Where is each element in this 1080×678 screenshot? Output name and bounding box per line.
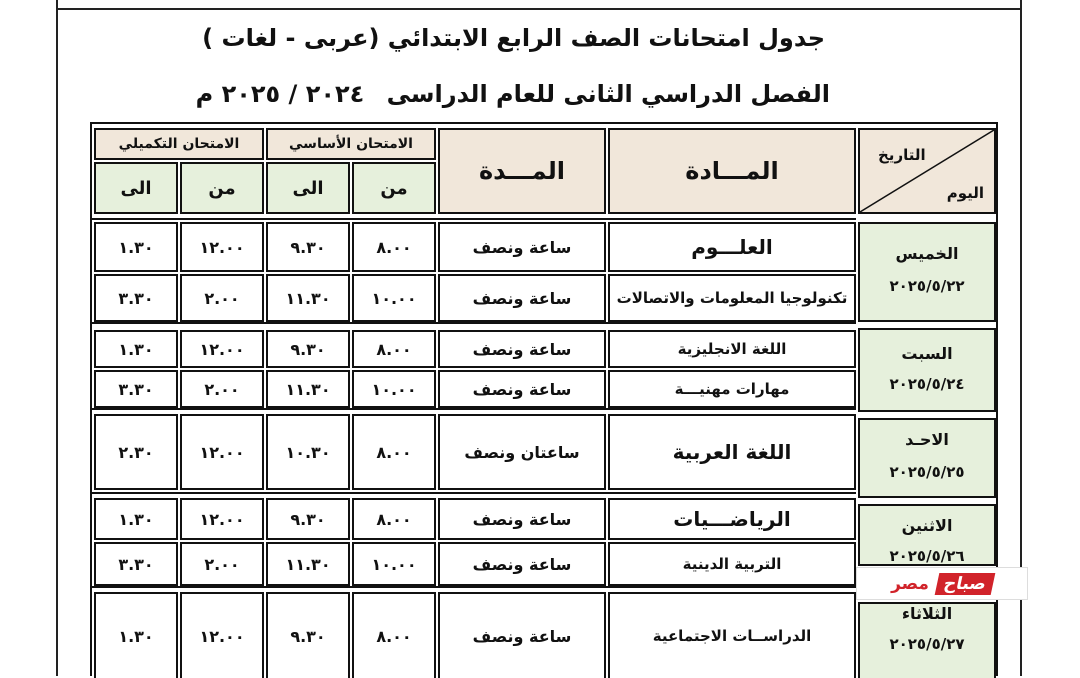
makeup-to-cell: ١.٣٠: [94, 330, 178, 368]
makeup-to-cell: ٢.٣٠: [94, 414, 178, 490]
main-to-header: الى: [266, 162, 350, 214]
makeup-to-cell: ٣.٣٠: [94, 274, 178, 322]
makeup-from-cell: ٢.٠٠: [180, 542, 264, 586]
group-separator: [92, 218, 856, 220]
makeup-to-cell: ٣.٣٠: [94, 370, 178, 408]
main-from-cell: ١٠.٠٠: [352, 370, 436, 408]
day-name: السبت: [901, 344, 953, 363]
main-from-cell: ٨.٠٠: [352, 330, 436, 368]
day-tuesday: [858, 602, 996, 678]
main-to-cell: ٩.٣٠: [266, 330, 350, 368]
subject-cell: تكنولوجيا المعلومات والاتصالات: [608, 274, 856, 322]
day-thursday: [858, 222, 996, 322]
document-title: جدول امتحانات الصف الرابع الابتدائي (عربى - لغات ): [202, 24, 825, 52]
main-from-cell: ٨.٠٠: [352, 498, 436, 540]
subject-cell: الرياضـــيات: [608, 498, 856, 540]
main-to-cell: ١١.٣٠: [266, 274, 350, 322]
makeup-to-cell: ٣.٣٠: [94, 542, 178, 586]
subject-cell: التربية الدينية: [608, 542, 856, 586]
page-border-top: [56, 8, 1020, 10]
main-to-cell: ٩.٣٠: [266, 592, 350, 678]
duration-cell: ساعة ونصف: [438, 542, 606, 586]
main-from-cell: ١٠.٠٠: [352, 274, 436, 322]
day-name: الاحـد: [905, 430, 949, 449]
subject-cell: اللغة الانجليزية: [608, 330, 856, 368]
makeup-to-cell: ١.٣٠: [94, 498, 178, 540]
day-name: الثلاثاء: [901, 604, 953, 623]
watermark-logo: [856, 567, 1028, 600]
makeup-exam-header: الامتحان التكميلي: [94, 128, 264, 160]
day-date: ٢٠٢٥/٥/٢٧: [889, 635, 965, 653]
group-separator: [92, 586, 856, 588]
page-border-left: [56, 0, 58, 676]
day-date: ٢٠٢٥/٥/٢٥: [889, 463, 965, 481]
makeup-to-header: الى: [94, 162, 178, 214]
main-to-cell: ١١.٣٠: [266, 370, 350, 408]
duration-cell: ساعة ونصف: [438, 330, 606, 368]
subject-cell: العلـــوم: [608, 222, 856, 272]
duration-cell: ساعة ونصف: [438, 498, 606, 540]
makeup-from-header: من: [180, 162, 264, 214]
main-to-cell: ٩.٣٠: [266, 222, 350, 272]
document-subtitle: [182, 80, 830, 108]
main-from-header: من: [352, 162, 436, 214]
day-date: ٢٠٢٥/٥/٢٢: [889, 277, 965, 295]
main-to-cell: ١٠.٣٠: [266, 414, 350, 490]
makeup-from-cell: ٢.٠٠: [180, 370, 264, 408]
main-from-cell: ٨.٠٠: [352, 222, 436, 272]
group-separator: [92, 492, 856, 494]
main-from-cell: ٨.٠٠: [352, 414, 436, 490]
duration-cell: ساعة ونصف: [438, 274, 606, 322]
term-label: الفصل الدراسي الثانى للعام الدراسى: [386, 80, 830, 108]
makeup-from-cell: ٢.٠٠: [180, 274, 264, 322]
date-day-header: [858, 128, 996, 214]
group-separator: [92, 322, 856, 324]
makeup-to-cell: ١.٣٠: [94, 592, 178, 678]
makeup-from-cell: ١٢.٠٠: [180, 222, 264, 272]
day-date: ٢٠٢٥/٥/٢٤: [889, 375, 965, 393]
duration-cell: ساعة ونصف: [438, 592, 606, 678]
makeup-from-cell: ١٢.٠٠: [180, 592, 264, 678]
subject-cell: الدراســات الاجتماعية: [608, 592, 856, 678]
makeup-from-cell: ١٢.٠٠: [180, 498, 264, 540]
subject-header: المـــادة: [608, 128, 856, 214]
day-date: ٢٠٢٥/٥/٢٦: [889, 547, 965, 565]
makeup-to-cell: ١.٣٠: [94, 222, 178, 272]
makeup-from-cell: ١٢.٠٠: [180, 330, 264, 368]
day-header: اليوم: [946, 184, 984, 202]
watermark-country: مصر: [891, 573, 929, 594]
subject-cell: مهارات مهنيـــة: [608, 370, 856, 408]
watermark-brand: صباح: [935, 573, 996, 595]
day-name: الاثنين: [901, 516, 953, 535]
date-header: التاريخ: [878, 146, 926, 164]
main-exam-header: الامتحان الأساسي: [266, 128, 436, 160]
group-separator: [92, 408, 856, 410]
makeup-from-cell: ١٢.٠٠: [180, 414, 264, 490]
duration-cell: ساعة ونصف: [438, 222, 606, 272]
academic-year: ٢٠٢٤ / ٢٠٢٥ م: [195, 80, 365, 108]
duration-cell: ساعة ونصف: [438, 370, 606, 408]
day-saturday: [858, 328, 996, 412]
duration-header: المـــدة: [438, 128, 606, 214]
main-from-cell: ٨.٠٠: [352, 592, 436, 678]
main-from-cell: ١٠.٠٠: [352, 542, 436, 586]
day-sunday: [858, 418, 996, 498]
duration-cell: ساعتان ونصف: [438, 414, 606, 490]
main-to-cell: ٩.٣٠: [266, 498, 350, 540]
day-monday: [858, 504, 996, 566]
subject-cell: اللغة العربية: [608, 414, 856, 490]
main-to-cell: ١١.٣٠: [266, 542, 350, 586]
day-name: الخميس: [895, 244, 959, 263]
